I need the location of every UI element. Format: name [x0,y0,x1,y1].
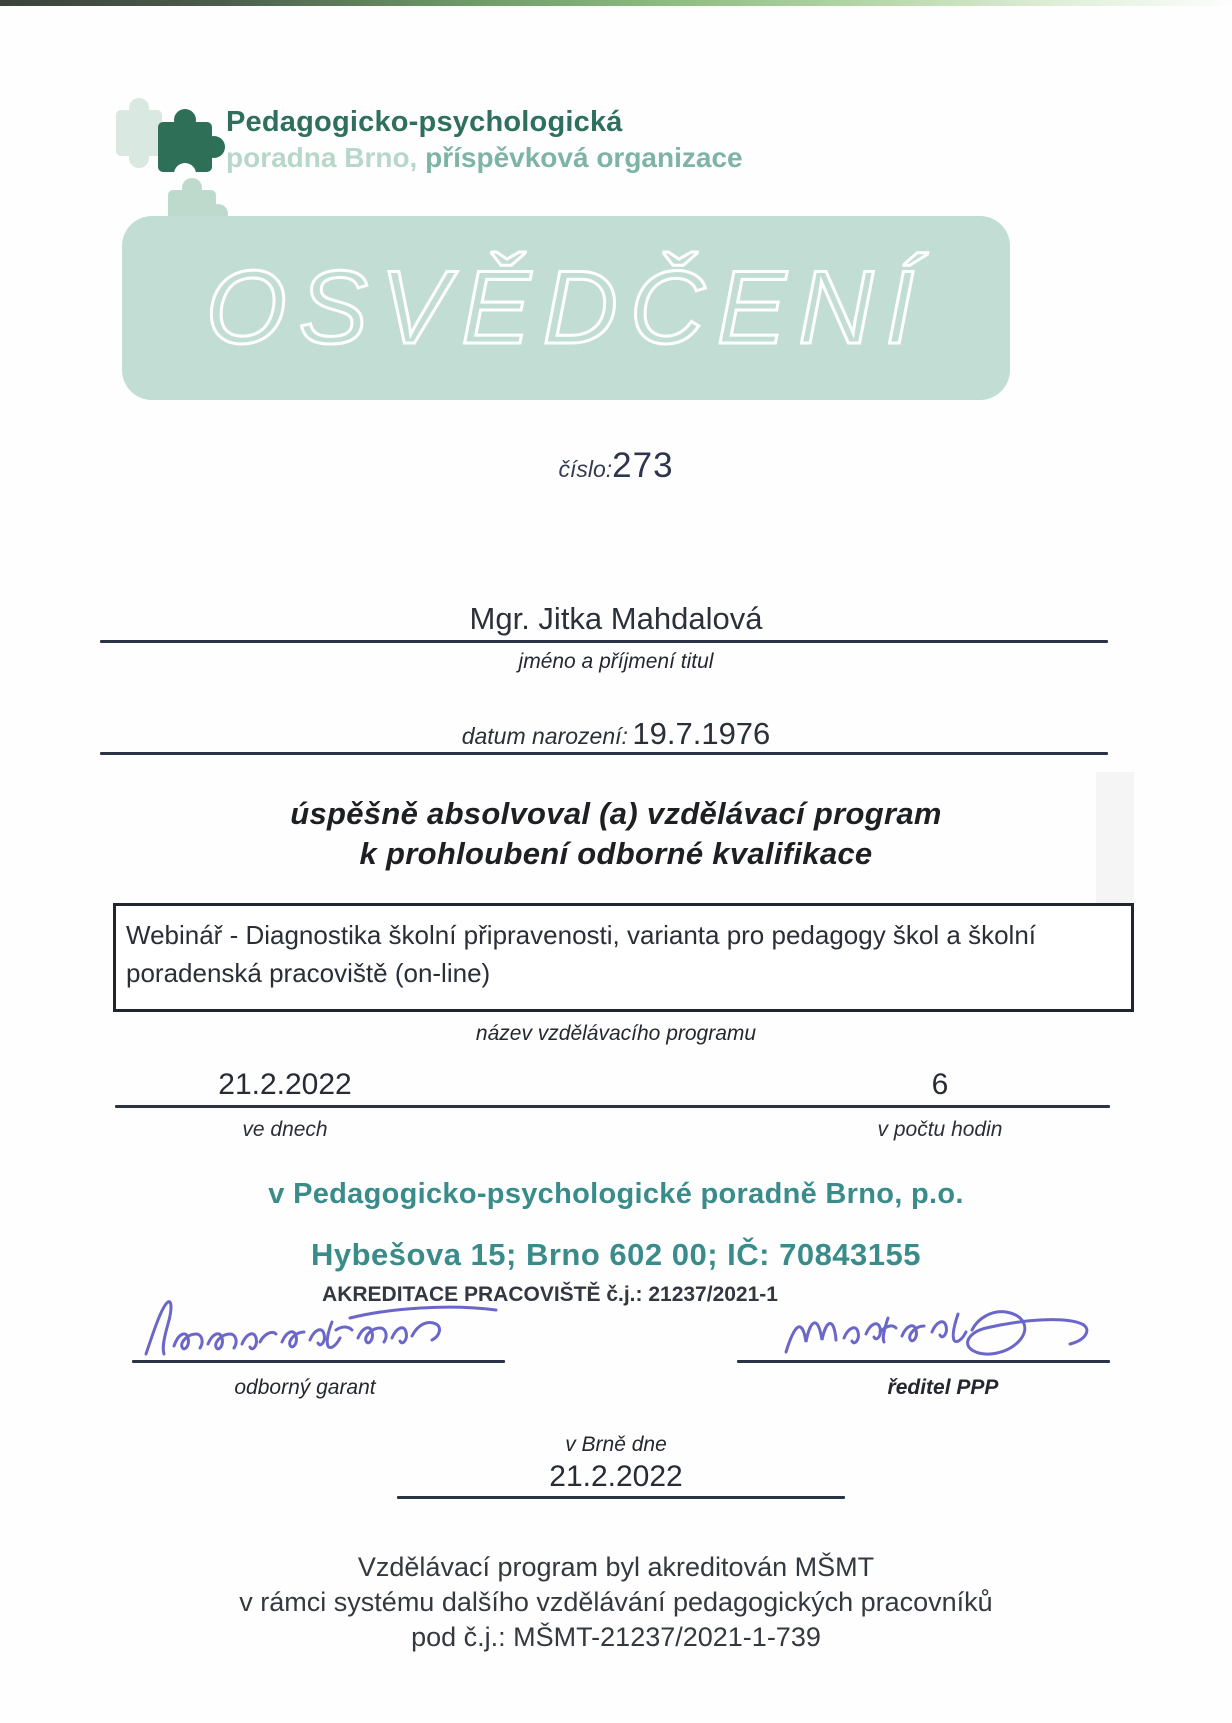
venue-line1: v Pedagogicko-psychologické poradně Brno, p.o. [268,1178,964,1210]
org-name-line2 [226,140,743,176]
certificate-title: OSVĚDČENÍ [205,249,927,366]
details-underline [115,1105,1110,1108]
birth-label: datum narození: [461,723,628,749]
accreditation-line: AKREDITACE PRACOVIŠTĚ č.j.: 21237/2021-1 [322,1283,778,1306]
org-name-line2-part1: poradna Brno, [226,142,426,173]
name-caption: jméno a příjmení titul [518,650,714,673]
number-value: 273 [612,446,674,485]
issue-place-label: v Brně dne [565,1433,667,1456]
signature-left [140,1296,510,1367]
footer-line3: pod č.j.: MŠMT-21237/2021-1-739 [411,1622,821,1652]
course-date-caption: ve dnech [242,1118,328,1141]
course-hours: 6 [931,1068,949,1101]
org-name-line1: Pedagogicko-psychologická [226,106,623,138]
org-logo-text [226,104,743,176]
program-caption: název vzdělávacího programu [475,1022,757,1045]
signature-right-caption: ředitel PPP [887,1376,999,1399]
name-underline [100,640,1108,643]
recipient-name: Mgr. Jitka Mahdalová [469,601,763,636]
scan-edge-artifact [0,0,1232,6]
signature-left-line [132,1360,505,1363]
signature-right-line [737,1360,1110,1363]
program-name-box [113,903,1134,1012]
number-label: číslo: [558,456,613,482]
issue-date: 21.2.2022 [549,1460,683,1493]
venue-line2: Hybešova 15; Brno 602 00; IČ: 70843155 [310,1237,922,1272]
course-hours-caption: v počtu hodin [877,1118,1003,1141]
birth-value: 19.7.1976 [632,716,771,751]
statement-line1: úspěšně absolvoval (a) vzdělávací program [290,796,942,831]
issue-date-underline [397,1496,845,1499]
birth-date-row [0,716,1232,752]
footer-line2: v rámci systému dalšího vzdělávání pedagogických pracovníků [239,1587,993,1617]
certificate-number-row [0,446,1232,486]
signature-left-caption: odborný garant [234,1376,376,1399]
footer-line1: Vzdělávací program byl akreditován MŠMT [357,1552,875,1582]
org-name-line2-part2: příspěvková organizace [425,142,743,173]
certificate-banner [122,216,1010,400]
birth-underline [100,752,1108,755]
signature-right [780,1292,1110,1369]
course-date: 21.2.2022 [218,1068,352,1101]
program-line2: poradenská pracoviště (on-line) [126,958,491,988]
program-line1: Webinář - Diagnostika školní připravenosti, varianta pro pedagogy škol a školní [126,920,1036,950]
statement-line2: k prohloubení odborné kvalifikace [359,836,873,871]
